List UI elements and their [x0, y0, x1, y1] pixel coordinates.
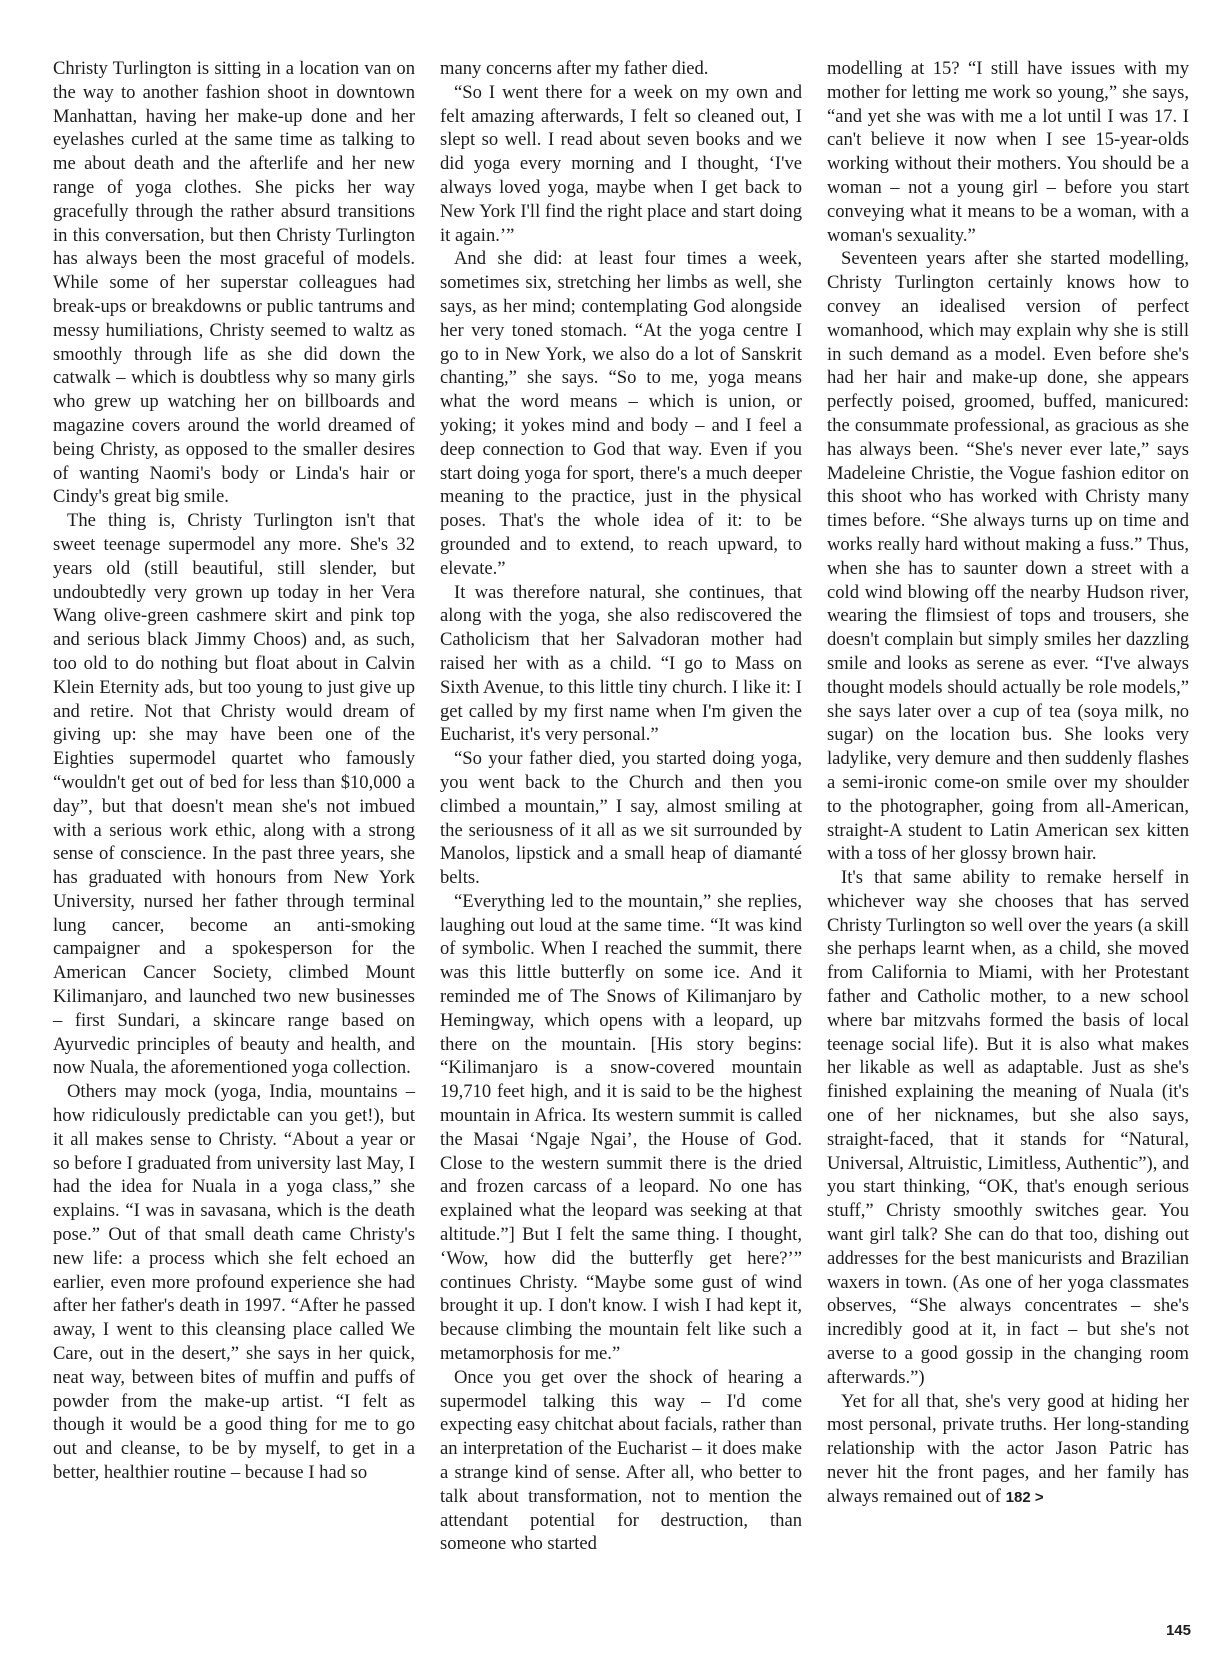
continued-page-reference: 182 > — [1005, 1488, 1044, 1506]
paragraph: “So your father died, you started doing yoga, you went back to the Church and then you climbed a mountain,” I say, almost smiling at the seriousness of it all as we sit surrounded by Manolos, lipstick and a small heap of diamanté belts. — [440, 748, 802, 889]
text-column-2 — [440, 57, 802, 1556]
text-column-1 — [53, 57, 415, 1485]
paragraph: It's that same ability to remake herself in whichever way she chooses that has served Christy Turlington so well over the years (a skill she perhaps learnt when, as a child, she moved from California to Miami, with her Protestant father and Catholic mother, to a new school where bar mitzvahs formed the basis of local teenage social life). But it is also what makes her likable as well as adaptable. Just as she's finished explaining the meaning of Nuala (it's one of her nicknames, but she also says, straight-faced, that it stands for “Natural, Universal, Altruistic, Limitless, Authentic”), and you start thinking, “OK, that's enough serious stuff,” Christy smoothly switches gear. You want girl talk? She can do that too, dishing out addresses for the best manicurists and Brazilian waxers in town. (As one of her yoga classmates observes, “She always concentrates – she's incredibly good at it, in fact – but she's not averse to a good gossip in the changing room afterwards.”) — [827, 867, 1189, 1388]
paragraph: Once you get over the shock of hearing a supermodel talking this way – I'd come expecting easy chitchat about facials, rather than an interpretation of the Eucharist – it does make a strange kind of sense. After all, who better to talk about transformation, not to mention the attendant potential for destruction, than someone who started — [440, 1366, 802, 1555]
paragraph-last — [827, 1390, 1189, 1510]
paragraph: And she did: at least four times a week, sometimes six, stretching her limbs as well, she says, as her mind; contemplating God alongside her very toned stomach. “At the yoga centre I go to in New York, we also do a lot of Sanskrit chanting,” she says. “So to me, yoga means what the word means – which is union, or yoking; it yokes mind and body – and I feel a deep connection to God that way. Even if you start doing yoga for sport, there's a much deeper meaning to the practice, just in the physical poses. That's the whole idea of it: to be grounded and to extend, to reach upward, to elevate.” — [440, 248, 802, 579]
page-number: 145 — [1165, 1622, 1191, 1639]
paragraph: Seventeen years after she started modelling, Christy Turlington certainly knows how to convey an idealised version of perfect womanhood, which may explain why she is still in such demand as a model. Even before she's had her hair and make-up done, she appears perfectly poised, groomed, buffed, manicured: the consummate professional, as gracious as she has always been. “She's never ever late,” says Madeleine Christie, the Vogue fashion editor on this shoot who has worked with Christy many times before. “She always turns up on time and works really hard without making a fuss.” Thus, when she has to saunter down a street with a cold wind blowing off the nearby Hudson river, wearing the flimsiest of tops and trousers, she doesn't complain but simply smiles her dazzling smile and looks as serene as ever. “I've always thought models should actually be role models,” she says later over a cup of tea (soya milk, no sugar) on the location bus. She looks very ladylike, very demure and then suddenly flashes a semi-ironic come-on smile over my shoulder to the photographer, going from all-American, straight-A student to Latin American sex kitten with a toss of her glossy brown hair. — [827, 248, 1189, 865]
paragraph: modelling at 15? “I still have issues with my mother for letting me work so young,” she says, “and yet she was with me a lot until I was 17. I can't believe it now when I see 15-year-olds working without their mothers. You should be a woman – not a young girl – before you start conveying what it means to be a woman, with a woman's sexuality.” — [827, 58, 1189, 246]
paragraph: Christy Turlington is sitting in a location van on the way to another fashion shoot in downtown Manhattan, having her make-up done and her eyelashes curled at the same time as talking to me about death and the afterlife and her new range of yoga clothes. She picks her way gracefully through the rather absurd transitions in this conversation, but then Christy Turlington has always been the most graceful of models. While some of her superstar colleagues had break-ups or breakdowns or public tantrums and messy humiliations, Christy seemed to waltz as smoothly through life as she did down the catwalk – which is doubtless why so many girls who grew up watching her on billboards and magazine covers around the world dreamed of being Christy, as opposed to the smaller desires of wanting Naomi's body or Linda's hair or Cindy's great big smile. — [53, 58, 415, 508]
paragraph: The thing is, Christy Turlington isn't that sweet teenage supermodel any more. She's 32 years old (still beautiful, still slender, but undoubtedly very grown up today in her Vera Wang olive-green cashmere skirt and pink top and serious black Jimmy Choos) and, as such, too old to do nothing but float about in Calvin Klein Eternity ads, but too young to just give up and retire. Not that Christy would dream of giving up: she may have been one of the Eighties supermodel quartet who famously “wouldn't get out of bed for less than $10,000 a day”, but that doesn't mean she's not imbued with a serious work ethic, along with a strong sense of conscience. In the past three years, she has graduated with honours from New York University, nursed her father through terminal lung cancer, become an anti-smoking campaigner and a spokesperson for the American Cancer Society, climbed Mount Kilimanjaro, and launched two new businesses – first Sundari, a skincare range based on Ayurvedic principles of beauty and health, and now Nuala, the aforementioned yoga collection. — [53, 510, 415, 1079]
paragraph: “So I went there for a week on my own and felt amazing afterwards, I felt so cleaned out, I slept so well. I read about seven books and we did yoga every morning and I thought, ‘I've always loved yoga, maybe when I get back to New York I'll find the right place and start doing it again.’” — [440, 81, 802, 246]
paragraph: “Everything led to the mountain,” she replies, laughing out loud at the same time. “It was kind of symbolic. When I reached the summit, there was this little butterfly on some ice. And it reminded me of The Snows of Kilimanjaro by Hemingway, which opens with a leopard, up there on the mountain. [His story begins: “Kilimanjaro is a snow-covered mountain 19,710 feet high, and it is said to be the highest mountain in Africa. Its western summit is called the Masai ‘Ngaje Ngai’, the House of God. Close to the western summit there is the dried and frozen carcass of a leopard. No one has explained what the leopard was seeking at that altitude.”] But I felt the same thing. I thought, ‘Wow, how did the butterfly get here?’” continues Christy. “Maybe some gust of wind brought it up. I don't know. I wish I had kept it, because climbing the mountain felt like such a metamorphosis for me.” — [440, 890, 802, 1365]
text-column-3 — [827, 57, 1189, 1510]
paragraph-text: Yet for all that, she's very good at hiding her most personal, private truths. Her long-standing relationship with the actor Jason Patric has never hit the front pages, and her family has always remained out of — [827, 1390, 1189, 1507]
paragraph: many concerns after my father died. — [440, 58, 709, 79]
paragraph: Others may mock (yoga, India, mountains – how ridiculously predictable can you get!), but it all makes sense to Christy. “About a year or so before I graduated from university last May, I had the idea for Nuala in a yoga class,” she explains. “I was in savasana, which is the death pose.” Out of that small death came Christy's new life: a process which she felt echoed an earlier, even more profound experience she had after her father's death in 1997. “After he passed away, I went to this cleansing place called We Care, out in the desert,” she says in her quick, neat way, between bites of muffin and puffs of powder from the make-up artist. “I felt as though it would be a good thing for me to go out and cleanse, to be by myself, to get in a better, healthier routine – because I had so — [53, 1081, 415, 1484]
paragraph: It was therefore natural, she continues, that along with the yoga, she also rediscovered the Catholicism that her Salvadoran mother had raised her with as a child. “I go to Mass on Sixth Avenue, to this little tiny church. I like it: I get called by my first name when I'm given the Eucharist, it's very personal.” — [440, 581, 802, 746]
